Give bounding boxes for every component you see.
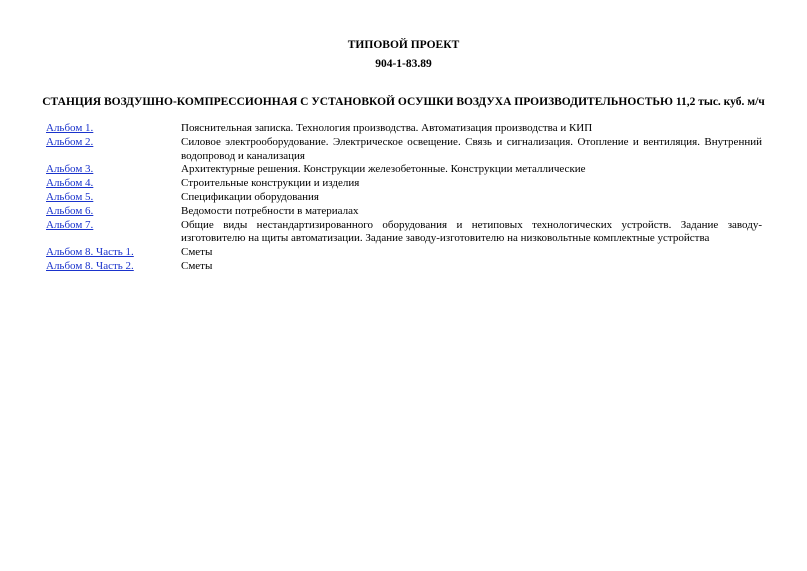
album-6-link[interactable]: Альбом 6. [46, 204, 94, 217]
album-description: Общие виды нестандартизированного оборудования и нетиповых технологических устройств. Задание заводу-изготовителю на щиты автоматизации. Задание заводу-изготовителю на низковольтные комплектные устройства [181, 218, 762, 245]
album-row [46, 136, 762, 164]
album-row [46, 177, 762, 191]
album-row [46, 260, 762, 274]
album-8-part-1-link[interactable]: Альбом 8. Часть 1. [46, 246, 134, 259]
album-1-link[interactable]: Альбом 1. [46, 122, 94, 134]
album-2-link[interactable]: Альбом 2. [46, 135, 94, 148]
album-description: Спецификации оборудования [181, 190, 319, 203]
album-3-link[interactable]: Альбом 3. [46, 163, 94, 176]
album-description: Строительные конструкции и изделия [181, 177, 360, 190]
album-4-link[interactable]: Альбом 4. [46, 177, 94, 190]
album-row [46, 191, 762, 205]
album-5-link[interactable]: Альбом 5. [46, 190, 94, 203]
document-number: 904-1-83.89 [375, 58, 432, 70]
album-row [46, 246, 762, 260]
document-type-heading: ТИПОВОЙ ПРОЕКТ [347, 39, 460, 51]
album-8-part-2-link[interactable]: Альбом 8. Часть 2. [46, 259, 134, 272]
album-list [46, 122, 762, 274]
album-description: Ведомости потребности в материалах [181, 204, 359, 217]
album-description: Сметы [181, 246, 213, 259]
document-title: СТАНЦИЯ ВОЗДУШНО-КОМПРЕССИОННАЯ С УСТАНОВКОЙ ОСУШКИ ВОЗДУХА ПРОИЗВОДИТЕЛЬНОСТЬЮ 11,2 тыс. куб. м/ч [42, 96, 765, 108]
album-row [46, 163, 762, 177]
album-row [46, 122, 762, 136]
album-description: Пояснительная записка. Технология производства. Автоматизация производства и КИП [181, 122, 593, 134]
album-description: Сметы [181, 259, 213, 272]
album-description: Архитектурные решения. Конструкции железобетонные. Конструкции металлические [181, 163, 586, 176]
album-row [46, 219, 762, 247]
album-7-link[interactable]: Альбом 7. [46, 218, 94, 231]
album-row [46, 205, 762, 219]
album-description: Силовое электрооборудование. Электрическое освещение. Связь и сигнализация. Отопление и вентиляция. Внутренний водопровод и канализация [181, 135, 762, 162]
